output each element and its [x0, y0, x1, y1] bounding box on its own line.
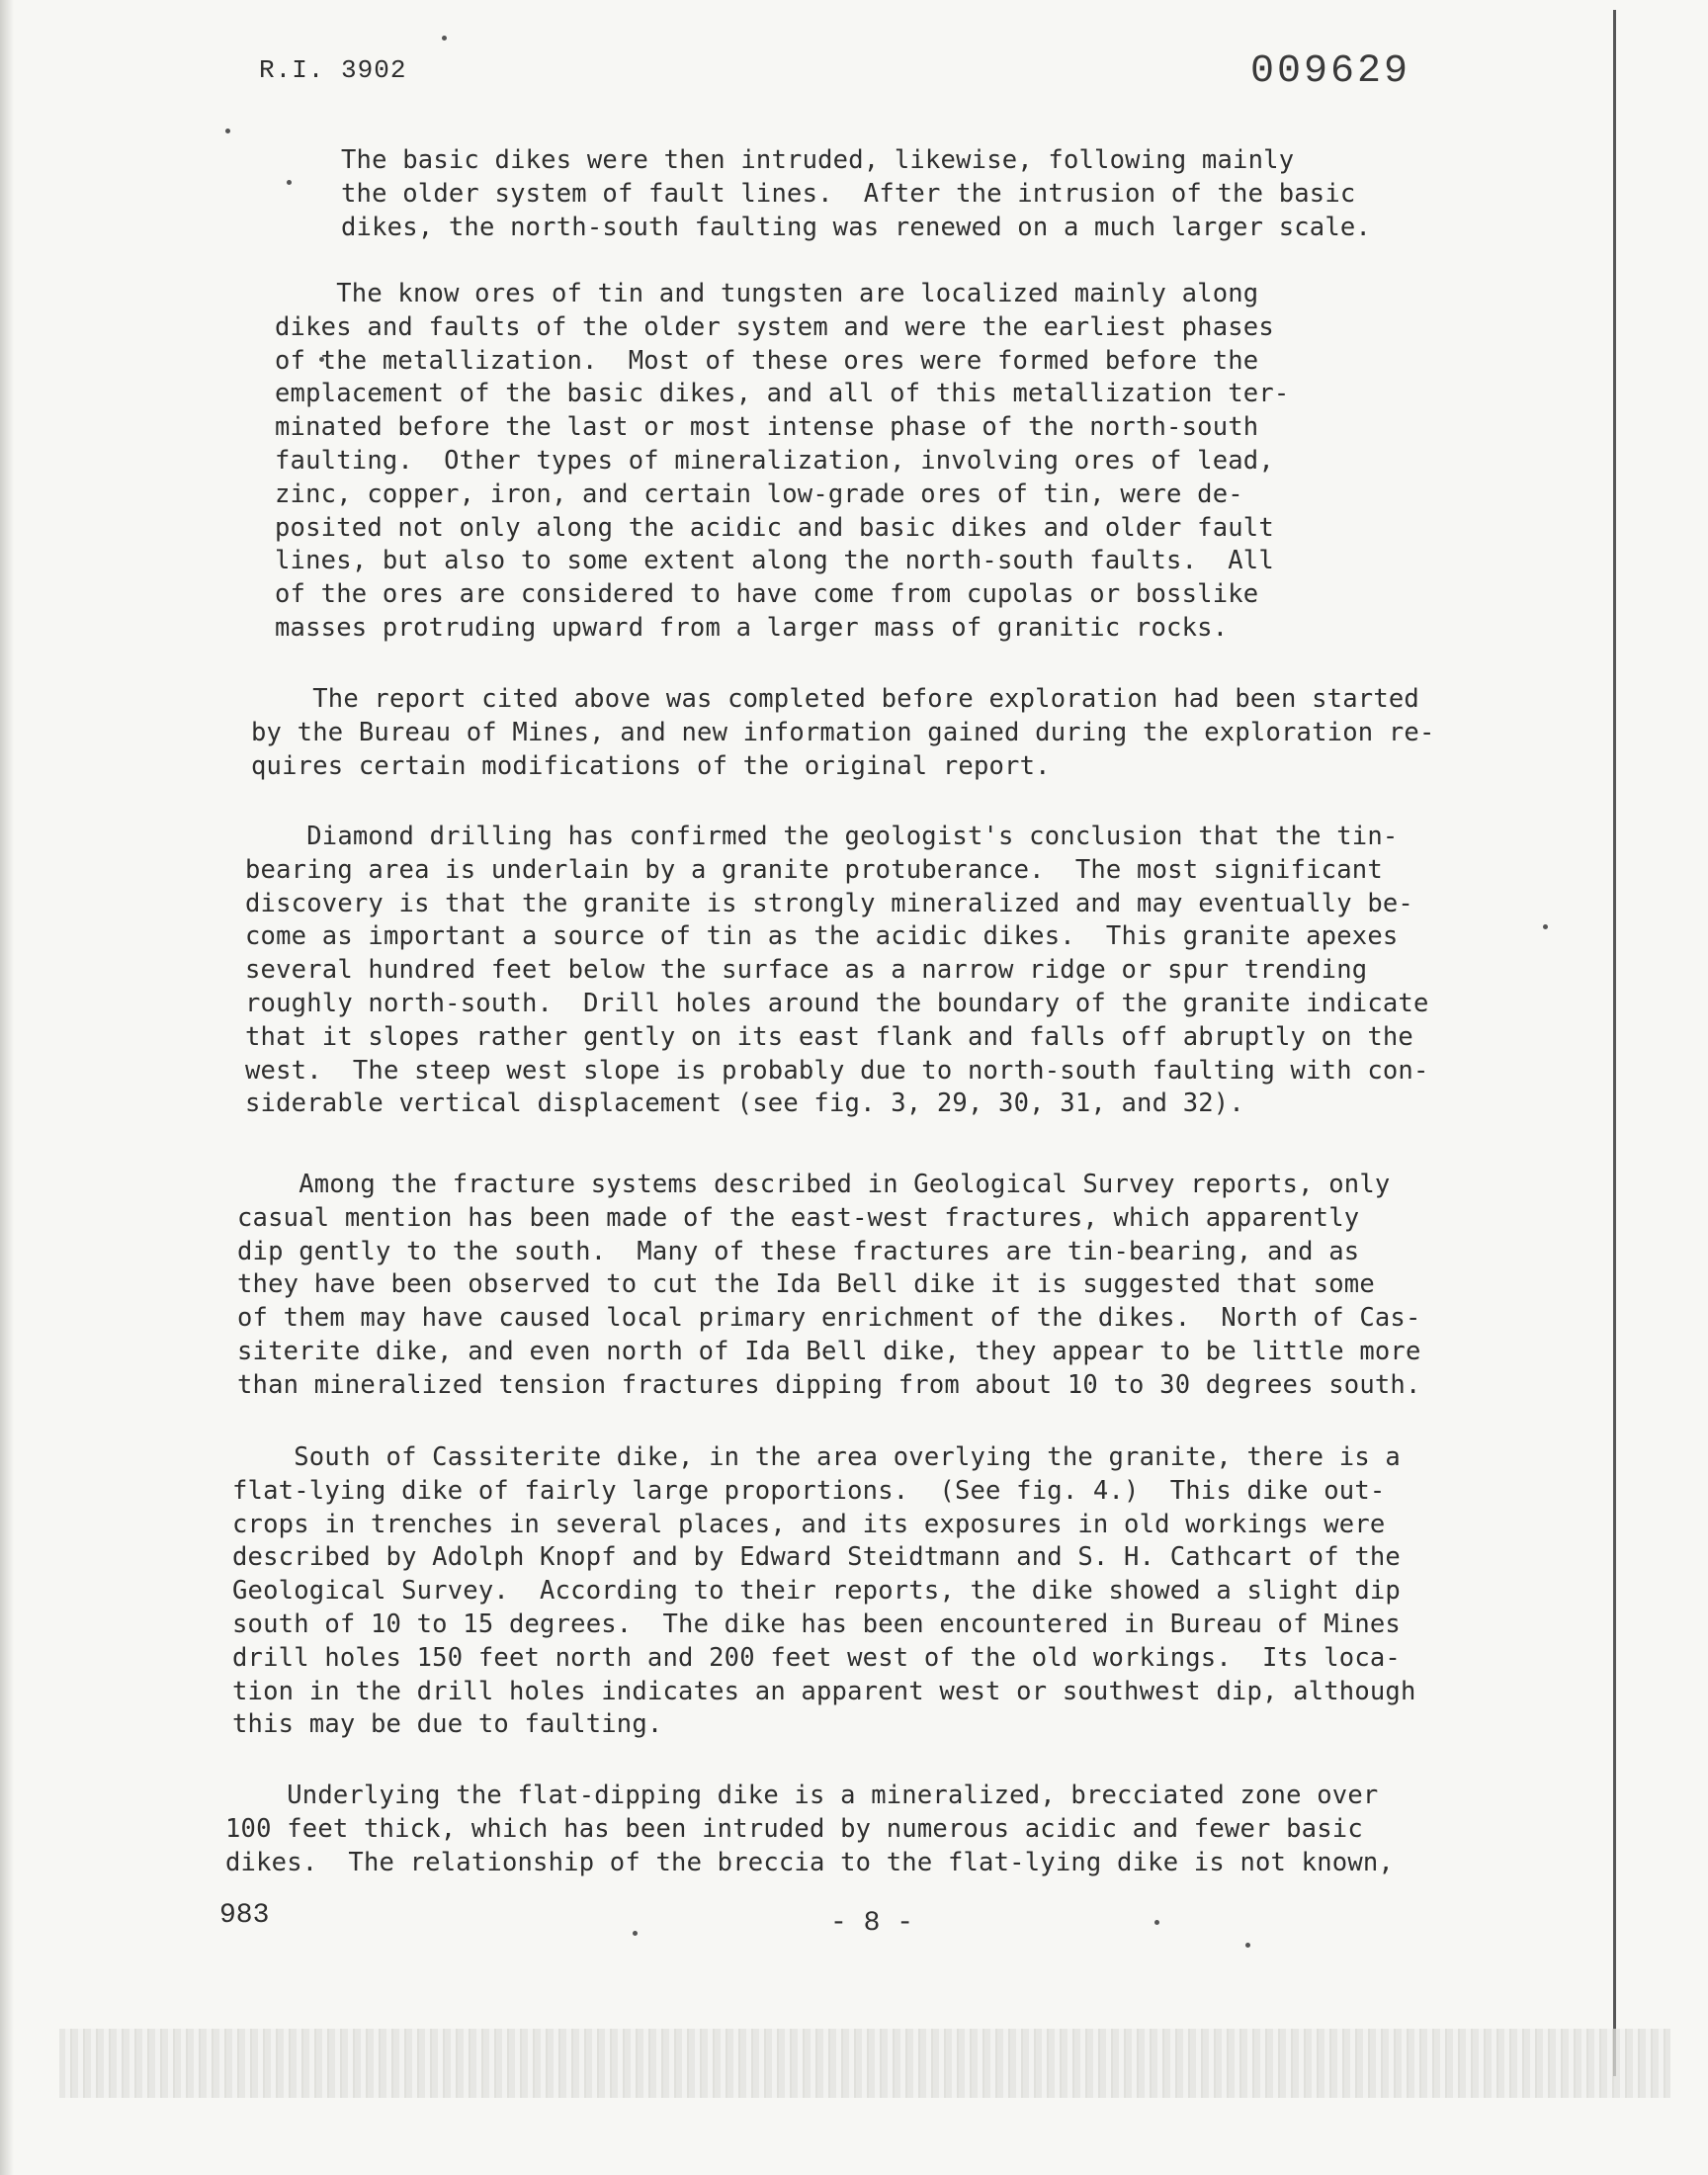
scan-bottom-noise: [59, 2029, 1670, 2098]
scan-speck: [442, 36, 447, 41]
paragraph-7: Underlying the flat-dipping dike is a mineralized, brecciated zone over 100 feet thick, which has been intruded by numerous acidic and fewer basic dikes. The relationship of the breccia to the flat-lying dike is not known,: [225, 1781, 1394, 1877]
paragraph-4: Diamond drilling has confirmed the geologist's conclusion that the tin- bearing area is underlain by a granite protuberance. The most significant discovery is that the granite is strongly mineralized and may eventually be- come as important a source of tin as the acidic dikes. This granite apexes several hundred feet below the surface as a narrow ridge or spur trending roughly north-south. Drill holes around the boundary of the granite indicate that it slopes rather gently on its east flank and falls off abruptly on the west. The steep west slope is probably due to north-south faulting with con- siderable vertical displacement (see fig. 3, 29, 30, 31, and 32).: [245, 822, 1429, 1119]
scan-left-edge: [0, 0, 14, 2175]
page-number: - 8 -: [830, 1908, 914, 1939]
paragraph-2: The know ores of tin and tungsten are localized mainly along dikes and faults of the older system and were the earliest phases of the metallization. Most of these ores were formed before the emplacement of the basic dikes, and all of this metallization ter- minated before the last or most intense phase of the north-south faulting. Other types of mineralization, involving ores of lead, zinc, copper, iron, and certain low-grade ores of tin, were de- posited not only along the acidic and basic dikes and older fault lines, but also to some extent along the north-south faults. All of the ores are considered to have come from cupolas or bosslike masses protruding upward from a larger mass of granitic rocks.: [275, 279, 1290, 643]
scan-speck: [633, 1931, 638, 1936]
paragraph-3: The report cited above was completed before exploration had been started by the Bureau of Mines, and new information gained during the exploration re- quires certain modifications of the original report.: [251, 684, 1435, 781]
scan-speck: [1245, 1943, 1250, 1948]
paragraph-1: The basic dikes were then intruded, likewise, following mainly the older system of fault lines. After the intrusion of the basic dikes, the north-south faulting was renewed on a much larger scale.: [341, 145, 1372, 242]
right-margin-rule: [1613, 10, 1616, 2076]
scan-speck: [1154, 1920, 1159, 1925]
scan-speck: [225, 129, 230, 133]
paragraph-5: Among the fracture systems described in Geological Survey reports, only casual mention has been made of the east-west fractures, which apparently dip gently to the south. Many of these fractures are tin-bearing, and as they have been observed to cut the Ida Bell dike it is suggested that some of them may have caused local primary enrichment of the dikes. North of Cas- siterite dike, and even north of Ida Bell dike, they appear to be little more than mineralized tension fractures dipping from about 10 to 30 degrees south.: [237, 1170, 1421, 1400]
stamp-number: 009629: [1250, 49, 1411, 94]
footer-code: 983: [219, 1900, 270, 1931]
report-number: R.I. 3902: [259, 55, 407, 85]
scan-speck: [287, 180, 292, 185]
paragraph-6: South of Cassiterite dike, in the area overlying the granite, there is a flat-lying dike of fairly large proportions. (See fig. 4.) This dike out- crops in trenches in several places, and its exposures in old workings were described by Adolph Knopf and by Edward Steidtmann and S. H. Cathcart of the Geological Survey. According to their reports, the dike showed a slight dip south of 10 to 15 degrees. The dike has been encountered in Bureau of Mines drill holes 150 feet north and 200 feet west of the old workings. Its loca- tion in the drill holes indicates an apparent west or southwest dip, although this may be due to faulting.: [232, 1442, 1416, 1740]
scan-speck: [1543, 924, 1548, 929]
